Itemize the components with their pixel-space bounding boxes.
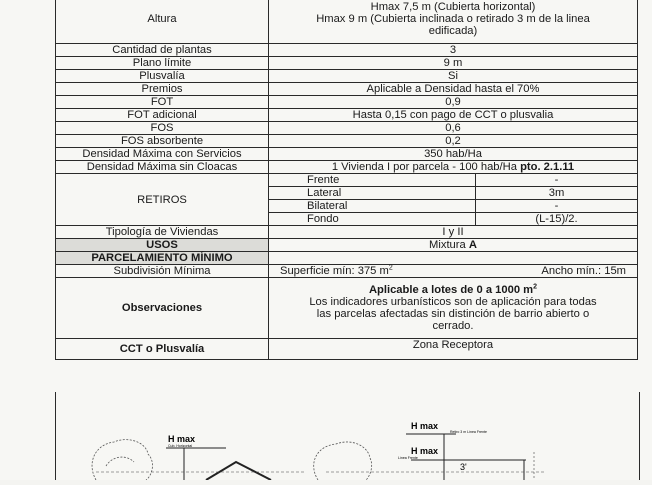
row-value: 9 m	[269, 57, 638, 70]
height-diagram	[55, 392, 640, 480]
observaciones-line	[272, 284, 634, 296]
usos-text: Mixtura	[429, 239, 469, 251]
hmax-right-marker	[406, 434, 526, 480]
row-value: 3	[269, 44, 638, 57]
row-label: Plano límite	[56, 57, 269, 70]
superficie-min	[280, 265, 393, 277]
row-label: Densidad Máxima con Servicios	[56, 148, 269, 161]
hmax-right-small-1: Retiro 3 m Línea Frente	[450, 430, 487, 434]
row-value: Hasta 0,15 con pago de CCT o plusvalia	[269, 109, 638, 122]
observaciones-exp: 2	[533, 283, 538, 291]
retiro-value: 3m	[476, 187, 638, 200]
hmax-right-label-2: H max	[411, 446, 439, 456]
row-value: 350 hab/Ha	[269, 148, 638, 161]
altura-line: Hmax 7,5 m (Cubierta horizontal)	[370, 1, 536, 13]
parcelamiento-label: PARCELAMIENTO MÍNIMO	[56, 252, 269, 265]
retiro-label: Frente	[269, 174, 476, 187]
cct-label: CCT o Plusvalía	[56, 339, 269, 360]
table-row	[56, 148, 638, 161]
retiro-dimension: 3'	[460, 462, 467, 472]
row-label: FOS absorbente	[56, 135, 269, 148]
row-label: Tipología de Viviendas	[56, 226, 269, 239]
table-row	[56, 122, 638, 135]
table-row	[56, 239, 638, 252]
altura-line: Hmax 9 m (Cubierta inclinada o retirado 3 m de la linea	[316, 13, 590, 25]
observaciones-line: cerrado.	[432, 320, 474, 332]
tree-left-icon	[92, 440, 152, 480]
retiro-row	[269, 187, 637, 200]
row-value	[269, 161, 638, 174]
row-label: Plusvalía	[56, 70, 269, 83]
retiro-value: (L-15)/2.	[535, 213, 578, 225]
cct-value: Zona Receptora	[269, 339, 638, 360]
row-label: FOT	[56, 96, 269, 109]
table-row	[56, 161, 638, 174]
observaciones-label: Observaciones	[56, 278, 269, 339]
sin-cloacas-ref: pto. 2.1.11	[520, 161, 575, 173]
row-label: FOS	[56, 122, 269, 135]
hmax-right-small-2: Línea Frente	[398, 456, 418, 460]
house-left-icon	[206, 462, 271, 480]
retiro-row	[269, 174, 637, 187]
retiros-label: RETIROS	[56, 174, 269, 226]
retiro-value: -	[476, 200, 638, 213]
row-value: 0,6	[269, 122, 638, 135]
parcelamiento-empty	[269, 252, 638, 265]
retiro-row	[269, 200, 637, 213]
table-row	[56, 57, 638, 70]
regulation-table	[55, 0, 638, 360]
table-row	[56, 83, 638, 96]
retiro-value: -	[476, 174, 638, 187]
subdivision-split	[272, 265, 634, 277]
table-row	[56, 135, 638, 148]
retiros-grid	[269, 174, 637, 225]
retiro-label: Fondo	[269, 213, 476, 226]
retiros-cell	[269, 174, 638, 226]
retiro-label: Lateral	[269, 187, 476, 200]
row-label: FOT adicional	[56, 109, 269, 122]
observaciones-line: las parcelas afectadas sin distinción de barrio abierto o	[316, 308, 590, 320]
table-row	[56, 226, 638, 239]
table-row	[56, 265, 638, 278]
row-value: 0,2	[269, 135, 638, 148]
subdivision-value	[269, 265, 638, 278]
row-value: Aplicable a Densidad hasta el 70%	[269, 83, 638, 96]
table-row	[56, 339, 638, 360]
superficie-text: Superficie mín: 375 m	[280, 265, 389, 277]
table-row	[56, 0, 638, 44]
table-row	[56, 44, 638, 57]
hmax-left-label: H max	[168, 434, 196, 444]
diagram-svg	[56, 392, 639, 480]
hmax-left-marker	[166, 448, 226, 480]
observaciones-value	[269, 278, 638, 339]
row-label: Altura	[56, 0, 269, 44]
ancho-min: Ancho mín.: 15m	[541, 265, 626, 277]
usos-letter: A	[468, 239, 477, 251]
usos-label: USOS	[56, 239, 269, 252]
row-value	[269, 0, 638, 44]
row-label: Premios	[56, 83, 269, 96]
table-row	[56, 174, 638, 226]
table-row	[56, 70, 638, 83]
row-label: Cantidad de plantas	[56, 44, 269, 57]
superficie-exp: 2	[388, 264, 393, 272]
usos-value	[269, 239, 638, 252]
row-label: Subdivisión Mínima	[56, 265, 269, 278]
tree-right-icon	[314, 442, 372, 480]
row-label: Densidad Máxima sin Cloacas	[56, 161, 269, 174]
table-row	[56, 96, 638, 109]
sin-cloacas-value: 1 Vivienda I por parcela - 100 hab/Ha	[331, 161, 521, 173]
observaciones-line: Los indicadores urbanísticos son de aplicación para todas	[309, 296, 597, 308]
altura-line: edificada)	[428, 25, 478, 37]
retiro-label: Bilateral	[269, 200, 476, 213]
row-value: Si	[269, 70, 638, 83]
hmax-right-label-1: H max	[411, 421, 439, 431]
table-row	[56, 252, 638, 265]
row-value: I y II	[269, 226, 638, 239]
retiro-row	[269, 213, 637, 226]
table-row	[56, 109, 638, 122]
observaciones-text: Aplicable a lotes de 0 a 1000 m	[368, 284, 534, 296]
row-value: 0,9	[269, 96, 638, 109]
hmax-left-small: Cub. Horizontal	[168, 444, 193, 448]
table-row	[56, 278, 638, 339]
